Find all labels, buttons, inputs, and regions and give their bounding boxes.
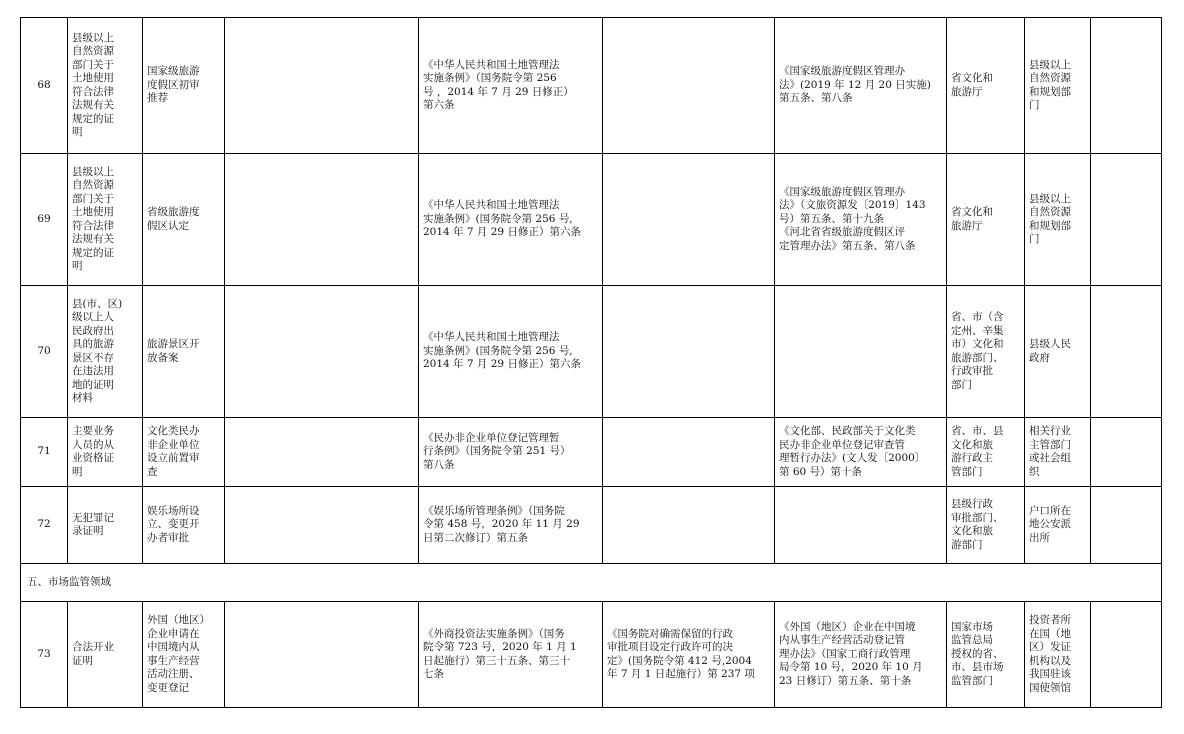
cell-department: 省、市、县 文化和旅 游行政主 管部门	[947, 418, 1025, 487]
cell-basis-rules: 《国家级旅游度假区管理办 法》（文旅资源发〔2019〕143 号）第五条、第十九条 《河北省省级旅游度假区评 定管理办法》第五条、第八条	[775, 154, 947, 286]
cell-basis-decision	[603, 418, 775, 487]
row-number: 68	[21, 18, 68, 154]
cell-basis-law: 《中华人民共和国土地管理法 实施条例》（国务院令第 256 号 ，2014 年 7 月 29 日修正） 第六条	[419, 18, 603, 154]
cell-item: 旅游景区开 放备案	[143, 286, 225, 418]
cell-basis-decision	[603, 154, 775, 286]
row-number: 70	[21, 286, 68, 418]
cell-empty	[225, 18, 419, 154]
cell-issuer: 投资者所 在国（地 区）发证 机构以及 我国驻该 国使领馆	[1025, 602, 1091, 708]
cell-department: 省文化和 旅游厅	[947, 18, 1025, 154]
cell-issuer: 户口所在 地公安派 出所	[1025, 487, 1091, 564]
cell-issuer: 县级以上 自然资源 和规划部 门	[1025, 154, 1091, 286]
cell-basis-decision: 《国务院对确需保留的行政 审批项目设定行政许可的决 定》(国务院令第 412 号,2004 年 7 月 1 日起施行）第 237 项	[603, 602, 775, 708]
cell-empty	[225, 154, 419, 286]
cell-issuer: 县级人民 政府	[1025, 286, 1091, 418]
certification-items-table	[20, 17, 1162, 708]
cell-basis-law: 《中华人民共和国土地管理法 实施条例》(国务院令第 256 号, 2014 年 7 月 29 日修正）第六条	[419, 154, 603, 286]
cell-item: 省级旅游度 假区认定	[143, 154, 225, 286]
cell-remark	[1091, 18, 1162, 154]
section-header-row	[21, 564, 1162, 602]
cell-department: 国家市场 监管总局 授权的省、 市、县市场 监管部门	[947, 602, 1025, 708]
cell-material: 无犯罪记 录证明	[68, 487, 143, 564]
cell-department: 省文化和 旅游厅	[947, 154, 1025, 286]
cell-material: 县级以上 自然资源 部门关于 土地使用 符合法律 法规有关 规定的证 明	[68, 154, 143, 286]
table-row	[21, 602, 1162, 708]
table-row	[21, 18, 1162, 154]
cell-basis-rules: 《外国（地区）企业在中国境 内从事生产经营活动登记管 理办法》（国家工商行政管理 局令第 10 号，2020 年 10 月 23 日修订）第五条、第十条	[775, 602, 947, 708]
cell-remark	[1091, 418, 1162, 487]
table-row	[21, 154, 1162, 286]
cell-basis-decision	[603, 286, 775, 418]
cell-material: 县(市、区) 级以上人 民政府出 具的旅游 景区不存 在违法用 地的证明 材料	[68, 286, 143, 418]
cell-item: 外国（地区） 企业申请在 中国境内从 事生产经营 活动注册、 变更登记	[143, 602, 225, 708]
cell-basis-rules: 《国家级旅游度假区管理办 法》(2019 年 12 月 20 日实施) 第五条、第八条	[775, 18, 947, 154]
cell-basis-rules	[775, 487, 947, 564]
cell-basis-rules: 《文化部、民政部关于文化类 民办非企业单位登记审查管 理暂行办法》(文人发〔2000〕 第 60 号）第十条	[775, 418, 947, 487]
cell-empty	[225, 286, 419, 418]
cell-department: 省、市（含 定州、辛集 市）文化和 旅游部门、 行政审批 部门	[947, 286, 1025, 418]
table-row	[21, 487, 1162, 564]
cell-issuer: 县级以上 自然资源 和规划部 门	[1025, 18, 1091, 154]
cell-issuer: 相关行业 主管部门 或社会组 织	[1025, 418, 1091, 487]
row-number: 69	[21, 154, 68, 286]
cell-material: 县级以上 自然资源 部门关于 土地使用 符合法律 法规有关 规定的证 明	[68, 18, 143, 154]
cell-empty	[225, 602, 419, 708]
cell-material: 主要业务 人员的从 业资格证 明	[68, 418, 143, 487]
cell-remark	[1091, 602, 1162, 708]
cell-basis-rules	[775, 286, 947, 418]
row-number: 71	[21, 418, 68, 487]
row-number: 73	[21, 602, 68, 708]
cell-item: 国家级旅游 度假区初审 推荐	[143, 18, 225, 154]
cell-basis-law: 《外商投资法实施条例》（国务 院令第 723 号，2020 年 1 月 1 日起施行）第三十五条、第三十 七条	[419, 602, 603, 708]
section-title: 五、市场监管领域	[21, 564, 1162, 602]
cell-basis-decision	[603, 18, 775, 154]
cell-basis-decision	[603, 487, 775, 564]
table-row	[21, 418, 1162, 487]
cell-empty	[225, 487, 419, 564]
cell-department: 县级行政 审批部门、 文化和旅 游部门	[947, 487, 1025, 564]
cell-material: 合法开业 证明	[68, 602, 143, 708]
cell-basis-law: 《娱乐场所管理条例》（国务院 令第 458 号，2020 年 11 月 29 日第二次修订）第五条	[419, 487, 603, 564]
cell-remark	[1091, 487, 1162, 564]
cell-basis-law: 《民办非企业单位登记管理暂 行条例》（国务院令第 251 号） 第八条	[419, 418, 603, 487]
cell-remark	[1091, 154, 1162, 286]
cell-basis-law: 《中华人民共和国土地管理法 实施条例》(国务院令第 256 号, 2014 年 7 月 29 日修正）第六条	[419, 286, 603, 418]
cell-item: 文化类民办 非企业单位 设立前置审 查	[143, 418, 225, 487]
table-row	[21, 286, 1162, 418]
cell-empty	[225, 418, 419, 487]
cell-item: 娱乐场所设 立、变更开 办者审批	[143, 487, 225, 564]
cell-remark	[1091, 286, 1162, 418]
row-number: 72	[21, 487, 68, 564]
